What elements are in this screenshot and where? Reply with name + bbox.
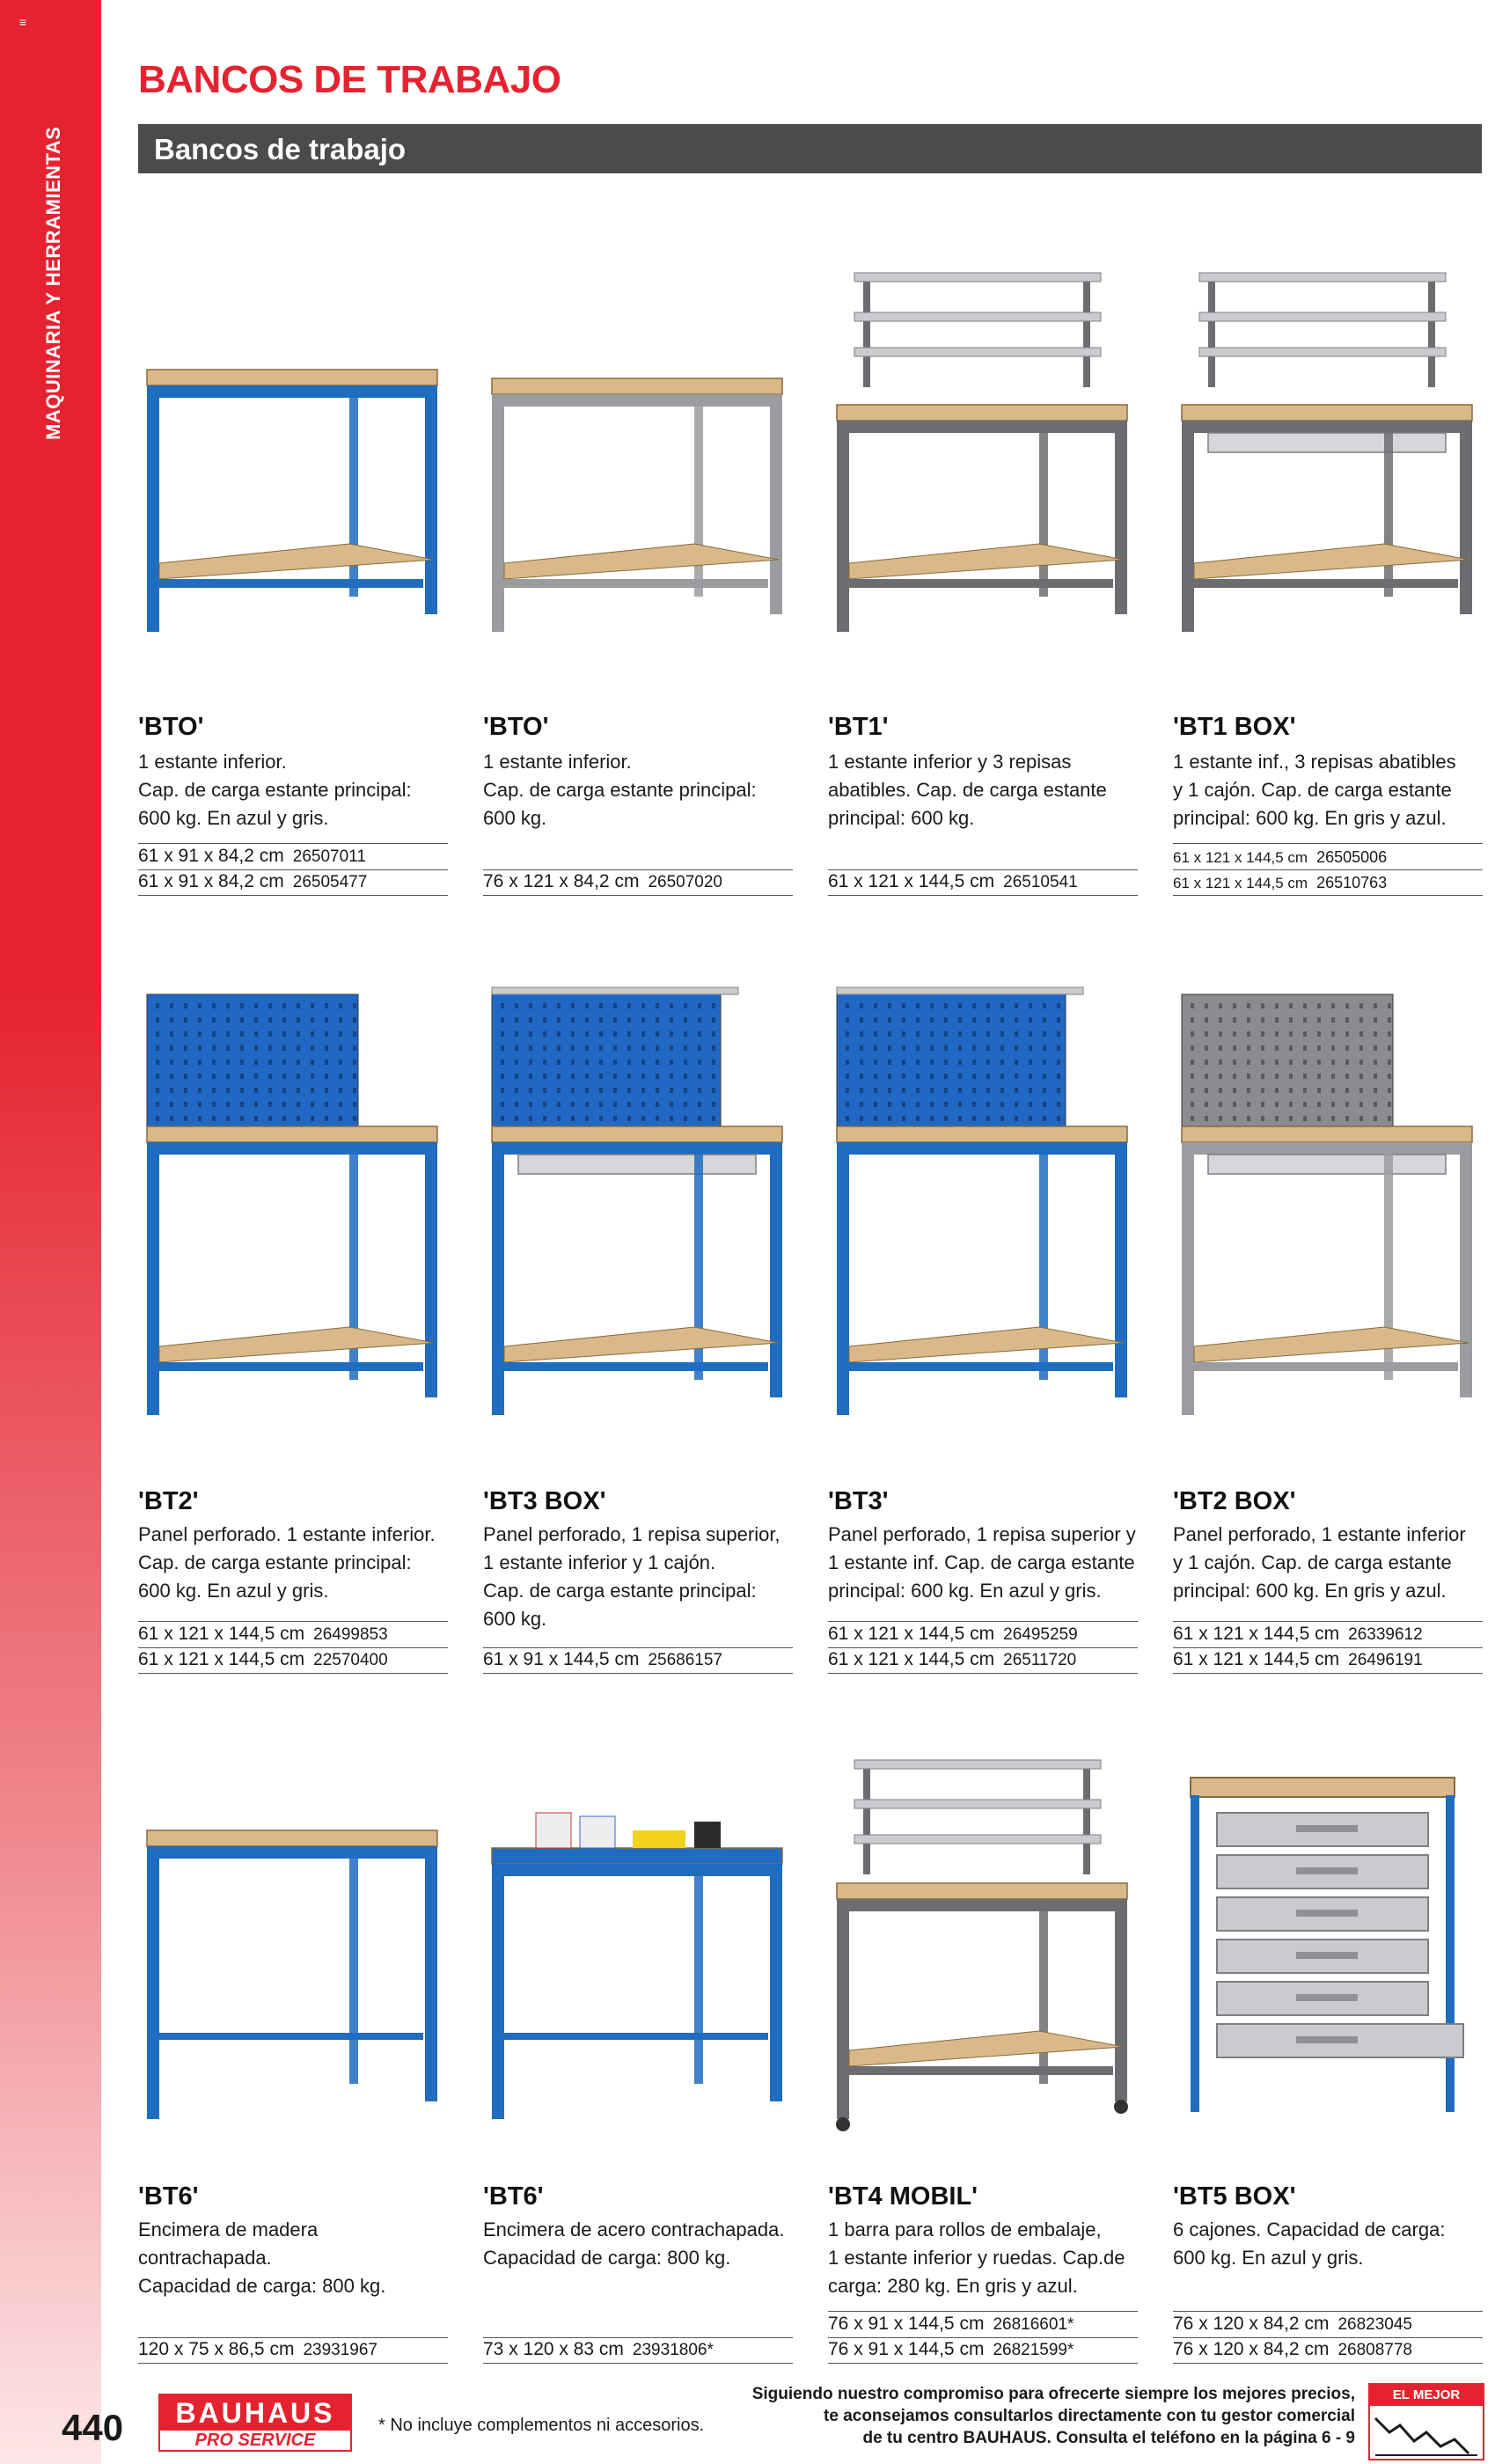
spec-row [138, 869, 448, 896]
product-name: 'BT4 MOBIL' [828, 2182, 978, 2211]
drawer-cabinet-icon [1173, 1751, 1483, 2138]
spec-row [483, 1647, 793, 1674]
description-line: 1 estante inferior. [483, 751, 632, 773]
pegboard-drawer-workbench-icon [483, 977, 793, 1434]
spec-sku: 26507011 [292, 847, 366, 866]
description-line: Cap. de carga estante principal: [483, 1580, 757, 1602]
brand-logo [158, 2394, 352, 2453]
product-description [1173, 2216, 1483, 2272]
spec-table [828, 869, 1138, 896]
spec-table [483, 2337, 793, 2364]
drawer-cabinet-icon [1173, 1751, 1483, 2138]
blue-workbench-icon [138, 264, 448, 651]
product-description [1173, 748, 1483, 832]
product-description [828, 2216, 1138, 2300]
grey-pegboard-workbench-icon [1173, 977, 1483, 1434]
pegboard-shelf-workbench-icon [828, 977, 1138, 1434]
spec-row [828, 2337, 1138, 2364]
spec-dimensions: 61 x 121 x 144,5 cm [828, 1649, 995, 1669]
spec-dimensions: 76 x 121 x 84,2 cm [483, 871, 640, 891]
description-line: 6 cajones. Capacidad de carga: [1173, 2218, 1446, 2240]
spec-dimensions: 61 x 121 x 144,5 cm [1173, 875, 1308, 891]
product-description [1173, 1521, 1483, 1605]
spec-row [1173, 2337, 1483, 2364]
section-title: Bancos de trabajo [154, 133, 407, 165]
spec-row [483, 869, 793, 896]
product-name: 'BT1 BOX' [1173, 713, 1296, 741]
shelf-drawer-workbench-icon [1173, 264, 1483, 651]
spec-sku: 23931967 [303, 2341, 377, 2359]
shelf-drawer-workbench-icon [1173, 264, 1483, 651]
spec-row [1173, 843, 1483, 869]
description-line: 600 kg. En azul y gris. [138, 807, 329, 829]
spec-sku: 23931806* [632, 2341, 714, 2359]
description-line: Panel perforado, 1 estante inferior [1173, 1523, 1466, 1545]
spec-dimensions: 76 x 120 x 84,2 cm [1173, 2314, 1330, 2334]
page-title: BANCOS DE TRABAJO [138, 58, 561, 101]
product-description [138, 1521, 448, 1605]
spec-sku: 26505006 [1316, 848, 1388, 866]
description-line: Cap. de carga estante principal: [138, 779, 412, 801]
category-label: MAQUINARIA Y HERRAMIENTAS [42, 126, 64, 440]
spec-sku: 26511720 [1003, 1651, 1077, 1669]
product-name: 'BT6' [138, 2182, 199, 2211]
description-line: carga: 280 kg. En gris y azul. [828, 2275, 1078, 2297]
description-line: Capacidad de carga: 800 kg. [138, 2275, 386, 2297]
product-name: 'BTO' [483, 713, 549, 741]
spec-row [138, 1647, 448, 1674]
description-line: 1 estante inferior y ruedas. Cap.de [828, 2247, 1125, 2269]
description-line: principal: 600 kg. [828, 807, 975, 829]
spec-table [138, 1621, 448, 1674]
description-line: 1 barra para rollos de embalaje, [828, 2218, 1102, 2240]
wood-top-table-icon [138, 1751, 448, 2138]
spec-dimensions: 61 x 121 x 144,5 cm [828, 871, 995, 891]
product-name: 'BT1' [828, 713, 889, 741]
grey-pegboard-workbench-icon [1173, 977, 1483, 1434]
product-name: 'BT2 BOX' [1173, 1487, 1296, 1515]
product-description [483, 748, 793, 832]
description-line: Panel perforado. 1 estante inferior. [138, 1523, 436, 1545]
spec-table [828, 1621, 1138, 1674]
product-name: 'BT6' [483, 2182, 544, 2211]
description-line: 600 kg. En azul y gris. [1173, 2247, 1364, 2269]
spec-row [138, 843, 448, 869]
spec-row [1173, 869, 1483, 896]
description-line: contrachapada. [138, 2247, 272, 2269]
description-line: 600 kg. En azul y gris. [138, 1580, 329, 1602]
spec-dimensions: 61 x 121 x 144,5 cm [1173, 849, 1308, 866]
pegboard-drawer-workbench-icon [483, 977, 793, 1434]
pegboard-workbench-icon [138, 977, 448, 1434]
description-line: 1 estante inf., 3 repisas abatibles [1173, 751, 1456, 773]
spec-dimensions: 61 x 121 x 144,5 cm [138, 1624, 305, 1644]
spec-dimensions: 61 x 91 x 84,2 cm [138, 871, 284, 891]
spec-row [828, 1621, 1138, 1647]
product-description [828, 1521, 1138, 1605]
product-description [483, 2216, 793, 2272]
spec-sku: 26510541 [1003, 873, 1078, 891]
spec-row [1173, 1647, 1483, 1674]
description-line: Cap. de carga estante principal: [483, 779, 757, 801]
section-bar [138, 124, 1482, 173]
steel-top-table-icon [483, 1751, 793, 2138]
spec-dimensions: 73 x 120 x 83 cm [483, 2339, 624, 2359]
spec-dimensions: 76 x 91 x 144,5 cm [828, 2339, 985, 2359]
footer-message-line: de tu centro BAUHAUS. Consulta el teléfono en la página 6 - 9 [862, 2429, 1355, 2447]
footnote: * No incluye complementos ni accesorios. [378, 2416, 705, 2435]
badge-label: EL MEJOR PRECIO [1370, 2385, 1483, 2406]
price-graph-icon [1370, 2406, 1483, 2459]
spec-row [828, 2311, 1138, 2337]
description-line: Capacidad de carga: 800 kg. [483, 2247, 731, 2269]
product-description [483, 1521, 793, 1633]
description-line: abatibles. Cap. de carga estante [828, 779, 1107, 801]
brand-bottom: PRO SERVICE [158, 2429, 352, 2452]
page-number: 440 [62, 2407, 124, 2448]
spec-sku: 26507020 [648, 873, 722, 891]
description-line: 1 estante inferior y 3 repisas [828, 751, 1072, 773]
mobile-workbench-icon [828, 1751, 1138, 2138]
spec-table [483, 1647, 793, 1674]
description-line: 1 estante inferior y 1 cajón. [483, 1551, 716, 1573]
spec-table [138, 843, 448, 896]
best-price-badge [1368, 2383, 1484, 2460]
product-description [828, 748, 1138, 832]
description-line: 600 kg. [483, 1608, 547, 1630]
description-line: 600 kg. [483, 807, 547, 829]
description-line: Panel perforado, 1 repisa superior, [483, 1523, 780, 1545]
product-name: 'BT3' [828, 1487, 889, 1515]
spec-table [1173, 1621, 1483, 1674]
description-line: 1 estante inferior. [138, 751, 287, 773]
description-line: Encimera de madera [138, 2218, 319, 2240]
description-line: 1 estante inf. Cap. de carga estante [828, 1551, 1135, 1573]
shelf-workbench-icon [828, 264, 1138, 651]
wood-top-table-icon [138, 1751, 448, 2138]
spec-table [1173, 843, 1483, 896]
spec-dimensions: 76 x 120 x 84,2 cm [1173, 2339, 1330, 2359]
grey-workbench-icon [483, 264, 793, 651]
spec-sku: 26495259 [1003, 1625, 1078, 1644]
spec-sku: 26823045 [1337, 2315, 1412, 2334]
spec-table [483, 869, 793, 896]
spec-row [1173, 1621, 1483, 1647]
description-line: Cap. de carga estante principal: [138, 1551, 412, 1573]
spec-sku: 26816601* [993, 2315, 1074, 2334]
footer-message-line: Siguiendo nuestro compromiso para ofrecerte siempre los mejores precios, [751, 2385, 1355, 2403]
product-name: 'BT3 BOX' [483, 1487, 606, 1515]
product-description [138, 2216, 448, 2300]
description-line: Encimera de acero contrachapada. [483, 2218, 785, 2240]
footer-message [739, 2383, 1355, 2449]
spec-sku: 26808778 [1337, 2341, 1412, 2359]
spec-sku: 25686157 [648, 1651, 722, 1669]
spec-sku: 26496191 [1348, 1651, 1423, 1669]
spec-dimensions: 61 x 121 x 144,5 cm [138, 1649, 305, 1669]
spec-sku: 22570400 [313, 1651, 388, 1669]
description-line: principal: 600 kg. En gris y azul. [1173, 1580, 1447, 1602]
spec-row [483, 2337, 793, 2364]
spec-row [828, 869, 1138, 896]
product-name: 'BT5 BOX' [1173, 2182, 1296, 2211]
spec-dimensions: 61 x 121 x 144,5 cm [828, 1624, 995, 1644]
spec-dimensions: 61 x 91 x 144,5 cm [483, 1649, 640, 1669]
spec-sku: 26339612 [1348, 1625, 1423, 1644]
blue-workbench-icon [138, 264, 448, 651]
footer-message-line: te aconsejamos consultarlos directamente con tu gestor comercial [824, 2407, 1355, 2425]
steel-top-table-icon [483, 1751, 793, 2138]
description-line: y 1 cajón. Cap. de carga estante [1173, 779, 1452, 801]
product-name: 'BT2' [138, 1487, 199, 1515]
shelf-workbench-icon [828, 264, 1138, 651]
description-line: y 1 cajón. Cap. de carga estante [1173, 1551, 1452, 1573]
spec-table [828, 2311, 1138, 2364]
brand-top: BAUHAUS [158, 2394, 352, 2429]
pegboard-shelf-workbench-icon [828, 977, 1138, 1434]
product-name: 'BTO' [138, 713, 204, 741]
grey-workbench-icon [483, 264, 793, 651]
spec-dimensions: 61 x 121 x 144,5 cm [1173, 1624, 1340, 1644]
description-line: principal: 600 kg. En azul y gris. [828, 1580, 1102, 1602]
spec-sku: 26510763 [1316, 874, 1388, 891]
pegboard-workbench-icon [138, 977, 448, 1434]
spec-row [1173, 2311, 1483, 2337]
spec-row [828, 1647, 1138, 1674]
spec-dimensions: 61 x 121 x 144,5 cm [1173, 1649, 1340, 1669]
spec-sku: 26505477 [292, 873, 368, 891]
description-line: principal: 600 kg. En gris y azul. [1173, 807, 1447, 829]
spec-dimensions: 61 x 91 x 84,2 cm [138, 846, 284, 866]
spec-table [1173, 2311, 1483, 2364]
mobile-workbench-icon [828, 1751, 1138, 2138]
sidebar [0, 0, 101, 2464]
description-line: Panel perforado, 1 repisa superior y [828, 1523, 1136, 1545]
spec-sku: 26821599* [993, 2341, 1074, 2359]
menu-icon[interactable]: ≡ [19, 15, 27, 29]
spec-dimensions: 120 x 75 x 86,5 cm [138, 2339, 295, 2359]
spec-row [138, 2337, 448, 2364]
spec-sku: 26499853 [313, 1625, 388, 1644]
product-description [138, 748, 448, 832]
spec-table [138, 2337, 448, 2364]
spec-dimensions: 76 x 91 x 144,5 cm [828, 2314, 985, 2334]
spec-row [138, 1621, 448, 1647]
